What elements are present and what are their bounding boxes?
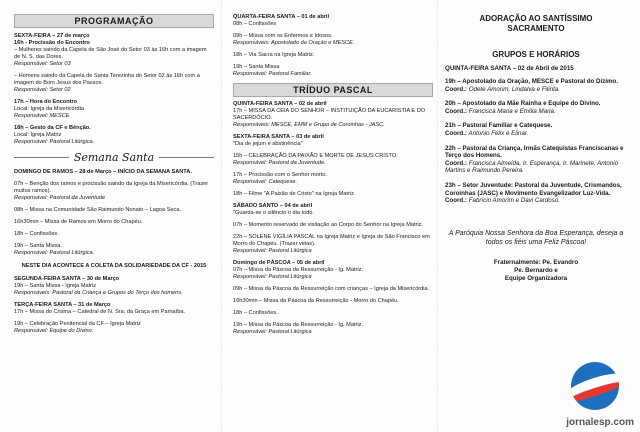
schedule-entry (233, 64, 433, 78)
entry-text: 16h30min – Missa da Páscoa da Ressurreição - Morro do Chapéu. (233, 298, 399, 304)
entry-text: 09h – Missa da Páscoa da Ressurreição com crianças – Igreja da Misericórdia. (233, 286, 430, 292)
schedule-entry (14, 181, 214, 202)
schedule-entry (233, 191, 433, 198)
schedule-entry (233, 14, 433, 28)
entry-text: – Homens saindo da Capela de Santa Terezinha do Setor 02 às 16h com a imagem do Bom Jesus dos Passos. (14, 73, 200, 86)
adoracao-slot (445, 78, 627, 93)
coord-label: Coord.: (445, 85, 467, 93)
schedule-entry (233, 134, 433, 148)
entry-responsible: Responsável: Catequese. (233, 179, 298, 185)
entry-text: 19h – Celebração Penitencial da CF – Igreja Matriz (14, 321, 141, 327)
entry-responsible: Responsável: Pastoral da Juventude (14, 195, 106, 201)
entry-text: 18h – Confissões. (14, 231, 59, 237)
slot-groups: 20h – Apostolado da Mãe Rainha e Equipe do Divino. (445, 100, 601, 108)
schedule-entry (233, 310, 433, 317)
entry-heading: TERÇA-FEIRA SANTA – 31 de Março (14, 302, 111, 308)
schedule-entry (233, 203, 433, 217)
entry-responsible: Responsáveis: MESCE, EMM e Grupo de Coroinhas - JASC. (233, 122, 385, 128)
entry-responsible: Responsável: Pastoral Litúrgica (233, 329, 312, 335)
adoracao-slot (445, 182, 627, 205)
event-list-4 (233, 14, 433, 78)
entry-text: 07h – Benção dos ramos e procissão saindo da Igreja da Misericórdia. (Trazer muitos ramos). (14, 181, 209, 194)
slot-groups: 22h – Pastoral da Criança, Irmãs Catequistas Franciscanas e Terço dos Homens. (445, 144, 624, 160)
coord-names: Antonio Félix e Elinar. (467, 129, 529, 137)
entry-text: "Dia de jejum e abstinência" (233, 141, 303, 147)
fold-line (221, 0, 222, 432)
globe-logo-icon (571, 362, 619, 410)
coord-label: Coord.: (445, 197, 467, 205)
schedule-entry (233, 298, 433, 305)
slot-groups: 21h – Pastoral Familiar e Catequese. (445, 122, 553, 130)
schedule-entry (14, 33, 214, 68)
entry-heading: QUARTA-FEIRA SANTA – 01 de abril (233, 14, 330, 20)
entry-heading: 18h – Gesto da CF e Bênção. (14, 125, 91, 131)
entry-responsible: Responsável: Equipe do Divino. (14, 328, 94, 334)
schedule-entry (233, 222, 433, 229)
slot-groups: 19h – Apostolado da Oração, MESCE e Pastoral do Dízimo. (445, 78, 619, 85)
coord-names: Fabrício Amorim e Davi Cardoso. (467, 197, 560, 205)
entry-text: "Guarda-se o silêncio o dia todo. (233, 210, 314, 216)
slot-coordinators (445, 86, 627, 94)
event-list-2 (14, 169, 214, 257)
entry-heading: Domingo de PÁSCOA – 05 de abril (233, 260, 325, 266)
schedule-entry (233, 153, 433, 167)
entry-text: 18h – Filme "A Paixão de Cristo" na Igreja Matriz. (233, 191, 356, 197)
schedule-entry (14, 243, 214, 257)
entry-text: Local: Igreja da Misericórdia (14, 106, 84, 112)
entry-text: – Mulheres saindo da Capela de São José do Setor 03 às 16h com a imagem de N. S. das Dores. (14, 47, 207, 60)
signature-line-1: Fraternalmente: Pe. Evandro (493, 258, 579, 266)
entry-heading: DOMINGO DE RAMOS – 28 de Março – INÍCIO DA SEMANA SANTA. (14, 169, 192, 175)
entry-text: 19h – Missa da Páscoa da Ressurreição - Ig. Matriz. (233, 322, 363, 328)
adoracao-slot (445, 145, 627, 175)
schedule-entry (233, 101, 433, 129)
section-header-programacao: PROGRAMAÇÃO (14, 14, 214, 28)
column-adoracao (445, 14, 627, 283)
schedule-entry (14, 231, 214, 238)
slot-groups: 23h – Setor Juventude: Pastoral da Juventude, Crismandos, Coroinhas (JASC) e Movimento Evangelizador Luz-Vida. (445, 181, 622, 197)
entry-responsible: Responsável: Pastoral Litúrgica. (14, 250, 95, 256)
groups-subtitle: GRUPOS E HORÁRIOS (492, 50, 580, 59)
adoracao-title-line-2: SACRAMENTO (507, 24, 565, 33)
schedule-entry (14, 73, 214, 94)
entry-text: 17h – MISSA DA CEIA DO SENHOR – INSTITUIÇÃO DA EUCARISTIA E DO SACERDÓCIO. (233, 108, 426, 121)
closing-message: A Paróquia Nossa Senhora da Boa Esperança, deseja a todos os fiéis uma Feliz Páscoa! (448, 229, 624, 246)
entry-text: 17h – Procissão com o Senhor morto. (233, 172, 327, 178)
schedule-entry (14, 125, 214, 146)
adoracao-slot (445, 122, 627, 137)
collection-note: NESTE DIA ACONTECE A COLETA DA SOLIDARIEDADE DA CF - 2015 (21, 263, 207, 269)
entry-responsible: Responsável: Pastoral Litúrgica (233, 248, 312, 254)
section-title-semana-santa: Semana Santa (14, 151, 214, 164)
entry-text: Local: Igreja Matriz (14, 132, 62, 138)
entry-text: 18h – Via Sacra na Igreja Matriz. (233, 52, 315, 58)
column-semana-santa (233, 14, 433, 341)
entry-subheading: 16h - Procissão do Encontro (14, 40, 90, 46)
entry-text: 19h – Santa Missa. (14, 243, 62, 249)
entry-responsible: Responsável: Setor 03 (14, 61, 71, 67)
entry-text: 17h – Missa do Crisma – Catedral de N. Sra. da Graça em Parnaíba. (14, 309, 185, 315)
schedule-entry (233, 52, 433, 59)
schedule-entry (14, 276, 214, 297)
entry-text: 07h – Missa da Páscoa da Ressurreição - Ig. Matriz. (233, 267, 363, 273)
entry-responsible: Responsável: Pastoral Litúrgica (233, 274, 312, 280)
site-watermark: jornalesp.com (566, 417, 634, 428)
entry-responsible: Responsáveis: Pastoral da Criança e Grupos do Terço dos homens. (14, 290, 183, 296)
entry-responsible: Responsável: MESCE (14, 113, 70, 119)
entry-text: 09h – Missa com os Enfermos e Idosos. (233, 33, 333, 39)
schedule-entry (14, 99, 214, 120)
signature-line-2: Pe. Bernardo e (514, 266, 558, 274)
schedule-entry (233, 260, 433, 281)
entry-text: 15h – CELEBRAÇÃO DA PAIXÃO E MORTE DE JESUS CRISTO. (233, 153, 398, 159)
signature-line-3: Equipe Organizadora (504, 274, 568, 282)
event-list-5 (233, 101, 433, 336)
schedule-entry (14, 219, 214, 226)
entry-heading: 17h – Hora do Encontro (14, 99, 78, 105)
fold-line (437, 0, 438, 432)
entry-heading: SEXTA-FEIRA SANTA – 03 de abril (233, 134, 324, 140)
entry-heading: SEGUNDA-FEIRA SANTA – 30 de Março (14, 276, 120, 282)
schedule-entry (233, 322, 433, 336)
adoracao-date: QUINTA-FEIRA SANTA – 02 de Abril de 2015 (445, 65, 574, 72)
entry-text: 07h – Momento reservado de visitação ao Corpo do Senhor na Igreja Matriz. (233, 222, 423, 228)
schedule-entry (233, 286, 433, 293)
schedule-entry (233, 172, 433, 186)
entry-heading: SEXTA-FEIRA – 27 de março (14, 33, 90, 39)
entry-text: 19h – Santa Missa (233, 64, 280, 70)
entry-responsible: Responsável: Pastoral Litúrgica. (14, 139, 95, 145)
coord-label: Coord.: (445, 129, 467, 137)
signature (445, 259, 627, 283)
slot-coordinators (445, 160, 627, 175)
entry-text: 08h – Missa na Comunidade São Raimundo Nonato – Lagoa Seca. (14, 207, 181, 213)
slot-coordinators (445, 130, 627, 138)
schedule-entry (14, 207, 214, 214)
event-list-1 (14, 33, 214, 146)
adoracao-schedule (445, 78, 627, 205)
section-header-triduo: TRÍDUO PASCAL (233, 83, 433, 97)
coord-names: Francisca Almeida, Ir. Esperança, Ir. Marinete, Antonio Martins e Raimundo Pereira. (445, 159, 619, 175)
adoracao-title: ADORAÇÃO AO SANTÍSSIMO (479, 14, 593, 23)
schedule-entry (14, 302, 214, 316)
entry-text: 19h – Santa Missa - Igreja Matriz (14, 283, 97, 289)
entry-text: 16h30min – Missa de Ramos em Morro do Chapéu. (14, 219, 143, 225)
entry-text: 22h – SOLENE VIGÍLIA PASCAL na Igreja Matriz e Igreja de São Francisco em Morro do Chapéu. (Trazer velas). (233, 234, 430, 247)
entry-responsible: Responsável: Pastoral Familiar. (233, 71, 312, 77)
entry-responsible: Responsável: Setor 02 (14, 87, 71, 93)
schedule-entry (233, 33, 433, 47)
entry-heading: QUINTA-FEIRA SANTA – 02 de abril (233, 101, 327, 107)
schedule-entry (14, 169, 214, 176)
coord-label: Coord.: (445, 159, 467, 167)
column-programacao (14, 14, 214, 340)
entry-text: 18h – Confissões. (233, 310, 278, 316)
schedule-entry (14, 321, 214, 335)
schedule-entry (233, 234, 433, 255)
slot-coordinators (445, 108, 627, 116)
adoracao-slot (445, 100, 627, 115)
entry-responsible: Responsáveis: Apostolado da Oração e MESCE. (233, 40, 355, 46)
entry-text: 08h – Confissões (233, 21, 277, 27)
coord-label: Coord.: (445, 107, 467, 115)
entry-heading: SÁBADO SANTO – 04 de abril (233, 203, 313, 209)
event-list-3 (14, 276, 214, 335)
entry-responsible: Responsável: Pastoral da Juventude. (233, 160, 326, 166)
coord-names: Francisca Maria e Emília Maria. (467, 107, 556, 115)
coord-names: Odete Amorim, Lindalva e Filinta. (467, 85, 560, 93)
slot-coordinators (445, 197, 627, 205)
